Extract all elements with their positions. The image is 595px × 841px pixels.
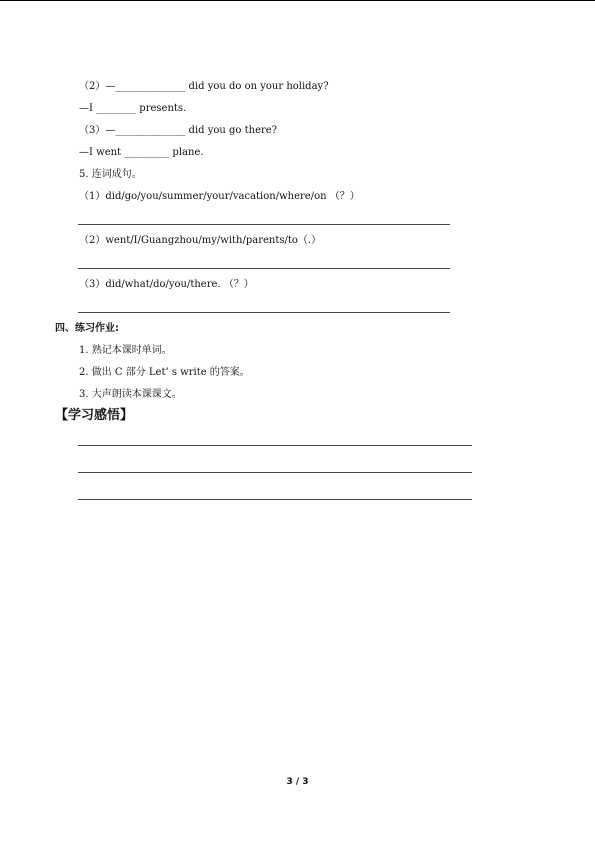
question-2: （2）—______________ did you do on your holiday?	[79, 81, 329, 92]
answer-line	[78, 224, 450, 225]
page-number: 3 / 3	[286, 777, 309, 787]
word-order-3: （3）did/what/do/you/there. （？）	[79, 279, 254, 290]
reflection-line	[78, 499, 472, 500]
section-4-title: 四、练习作业:	[55, 323, 119, 334]
homework-item-2: 2. 做出 C 部分 Let’ s write 的答案。	[79, 367, 250, 378]
answer-3: —I went _________ plane.	[79, 147, 204, 158]
top-rule	[0, 0, 595, 1]
homework-item-1: 1. 熟记本课时单词。	[79, 345, 172, 356]
homework-item-3: 3. 大声朗读本课课文。	[79, 389, 182, 400]
word-order-2: （2）went/I/Guangzhou/my/with/parents/to（.）	[79, 235, 322, 246]
section-5-title: 5. 连词成句。	[79, 169, 142, 180]
answer-line	[78, 312, 450, 313]
answer-line	[78, 268, 450, 269]
reflection-line	[78, 472, 472, 473]
answer-2: —I ________ presents.	[79, 103, 187, 114]
word-order-1: （1）did/go/you/summer/your/vacation/where/on （？）	[79, 191, 360, 202]
reflection-line	[78, 445, 472, 446]
reflection-title: 【学习感悟】	[55, 408, 134, 423]
question-3: （3）—______________ did you go there?	[79, 125, 278, 136]
